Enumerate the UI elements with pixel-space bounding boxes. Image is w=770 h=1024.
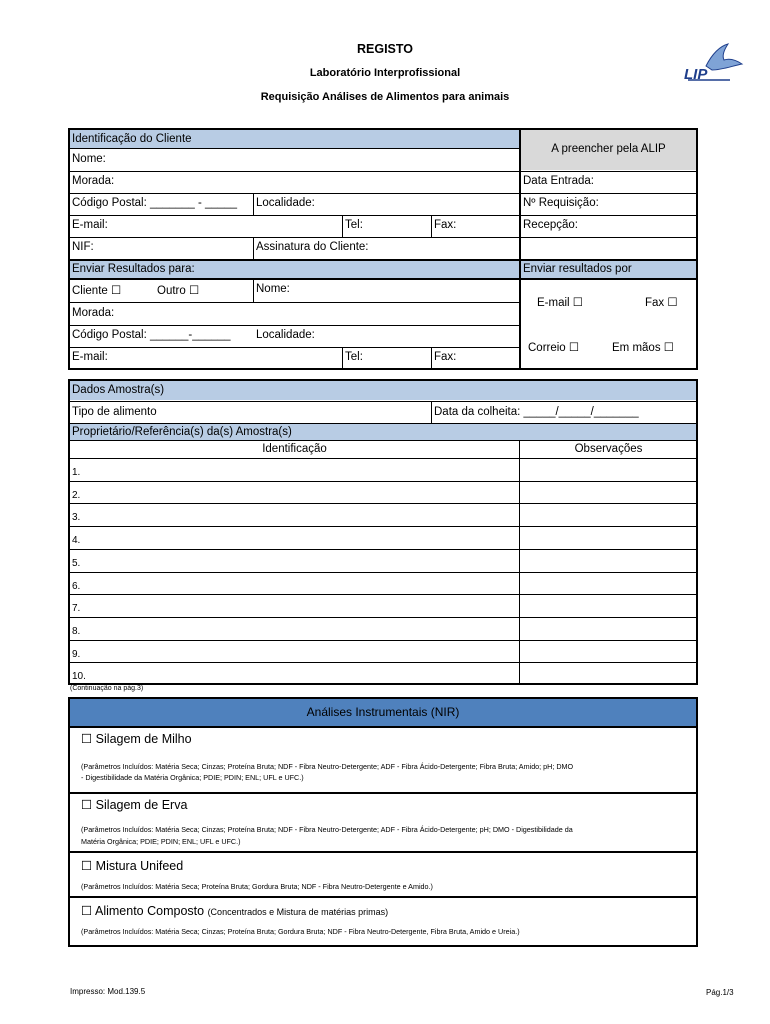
continuation-note: (Continuação na pág.3) — [70, 685, 144, 692]
proprietario-title: Proprietário/Referência(s) da(s) Amostra(s) — [69, 424, 697, 440]
send-by-email-checkbox[interactable]: E-mail ☐ — [537, 297, 584, 309]
divider — [69, 215, 697, 216]
col-observacoes: Observações — [574, 443, 643, 455]
results-codigo-postal-field[interactable]: Código Postal: ______-______ — [72, 329, 231, 341]
data-colheita-field[interactable]: Data da colheita: _____/_____/_______ — [434, 406, 639, 418]
printed-code: Impresso: Mod.139.5 — [70, 987, 146, 996]
nir-table-border — [68, 697, 698, 947]
nir-title: Análises Instrumentais (NIR) — [69, 699, 697, 726]
sample-row-identificacao[interactable]: 1. — [72, 467, 81, 478]
divider — [69, 896, 697, 898]
results-localidade-field[interactable]: Localidade: — [256, 329, 315, 341]
divider — [69, 347, 520, 348]
silagem-erva-checkbox[interactable]: ☐ Silagem de Erva — [81, 798, 188, 812]
sample-row-identificacao[interactable]: 7. — [72, 603, 81, 614]
sample-row-identificacao[interactable]: 5. — [72, 558, 81, 569]
divider — [69, 171, 697, 172]
client-table-border — [68, 128, 698, 370]
send-results-title: Enviar Resultados para: — [69, 260, 520, 278]
alip-data-entrada[interactable]: Data Entrada: — [523, 175, 594, 187]
sample-table-border — [68, 379, 698, 685]
client-codigo-postal-field[interactable]: Código Postal: _______ - _____ — [72, 197, 237, 209]
alip-n-requisicao[interactable]: Nº Requisição: — [523, 197, 599, 209]
page-title: REGISTO — [356, 42, 414, 56]
send-by-correio-checkbox[interactable]: Correio ☐ — [528, 342, 580, 354]
divider — [431, 401, 432, 423]
divider — [253, 193, 254, 215]
sample-row-identificacao[interactable]: 6. — [72, 581, 81, 592]
divider — [519, 440, 520, 684]
cliente-checkbox[interactable]: Cliente ☐ — [72, 285, 122, 297]
divider — [431, 215, 432, 237]
sample-row-identificacao[interactable]: 9. — [72, 649, 81, 660]
col-identificacao: Identificação — [262, 443, 327, 455]
outro-checkbox[interactable]: Outro ☐ — [157, 285, 200, 297]
sample-section-title: Dados Amostra(s) — [69, 381, 697, 400]
divider — [519, 129, 521, 369]
client-nome-field[interactable]: Nome: — [72, 153, 106, 165]
divider — [342, 215, 343, 237]
send-by-fax-checkbox[interactable]: Fax ☐ — [645, 297, 678, 309]
silagem-erva-params-1: (Parâmetros Incluídos: Matéria Seca; Cinzas; Proteína Bruta; NDF - Fibra Neutro-Detergente; ADF - Fibra Ácido-Detergente; pH; DMO - Digestibilidade da — [81, 825, 573, 834]
sample-row-identificacao[interactable]: 10. — [72, 671, 86, 682]
client-fax-field[interactable]: Fax: — [434, 219, 457, 231]
alimento-composto-note: (Concentrados e Mistura de matérias primas) — [207, 907, 389, 917]
divider — [69, 148, 520, 149]
client-morada-field[interactable]: Morada: — [72, 175, 115, 187]
divider — [431, 347, 432, 369]
lab-name: Laboratório Interprofissional — [309, 67, 461, 79]
sample-row-identificacao[interactable]: 8. — [72, 626, 81, 637]
divider — [69, 302, 520, 303]
results-tel-field[interactable]: Tel: — [345, 351, 363, 363]
form-subtitle: Requisição Análises de Alimentos para animais — [260, 91, 510, 103]
silagem-milho-params-1: (Parâmetros Incluídos: Matéria Seca; Cinzas; Proteína Bruta; NDF - Fibra Neutro-Detergente; ADF - Fibra Ácido-Detergente; Fibra Bruta; Amido; pH; DMO — [81, 762, 574, 771]
silagem-erva-params-2: Matéria Orgânica; PDIE; PDIN; ENL; UFL e UFC.) — [81, 837, 241, 846]
alip-recepcao[interactable]: Recepção: — [523, 219, 578, 231]
divider — [69, 423, 697, 424]
divider — [69, 851, 697, 853]
results-fax-field[interactable]: Fax: — [434, 351, 457, 363]
alimento-composto-params: (Parâmetros Incluídos: Matéria Seca; Cinzas; Proteína Bruta; Gordura Bruta; NDF - Fibra Neutro-Detergente, Fibra Bruta, Amido e Ureia.) — [81, 927, 520, 936]
sample-row-identificacao[interactable]: 3. — [72, 512, 81, 523]
sample-row-identificacao[interactable]: 4. — [72, 535, 81, 546]
divider — [69, 278, 697, 280]
client-nif-field[interactable]: NIF: — [72, 241, 94, 253]
lip-logo — [668, 40, 748, 88]
mistura-unifeed-checkbox[interactable]: ☐ Mistura Unifeed — [81, 859, 184, 873]
divider — [69, 792, 697, 794]
divider — [69, 193, 697, 194]
bird-logo-icon — [668, 40, 748, 88]
divider — [342, 347, 343, 369]
divider — [253, 279, 254, 302]
tipo-alimento-field[interactable]: Tipo de alimento — [72, 406, 157, 418]
client-section-title: Identificação do Cliente — [69, 130, 520, 148]
mistura-unifeed-params: (Parâmetros Incluídos: Matéria Seca; Proteína Bruta; Gordura Bruta; NDF - Fibra Neutro-Detergente e Amido.) — [81, 882, 433, 891]
silagem-milho-checkbox[interactable]: ☐ Silagem de Milho — [81, 732, 192, 746]
sample-row-identificacao[interactable]: 2. — [72, 490, 81, 501]
send-by-title: Enviar resultados por — [520, 260, 697, 278]
results-nome-field[interactable]: Nome: — [256, 283, 290, 295]
divider — [69, 401, 697, 402]
divider — [69, 726, 697, 728]
divider — [69, 259, 697, 261]
logo-text: LIP — [684, 66, 708, 83]
divider — [69, 237, 697, 238]
divider — [253, 237, 254, 259]
divider — [69, 440, 697, 441]
client-tel-field[interactable]: Tel: — [345, 219, 363, 231]
divider — [69, 325, 520, 326]
client-assinatura-field[interactable]: Assinatura do Cliente: — [256, 241, 369, 253]
client-email-field[interactable]: E-mail: — [72, 219, 108, 231]
silagem-milho-params-2: - Digestibilidade da Matéria Orgânica; PDIE; PDIN; ENL; UFL e UFC.) — [81, 773, 304, 782]
client-localidade-field[interactable]: Localidade: — [256, 197, 315, 209]
results-email-field[interactable]: E-mail: — [72, 351, 108, 363]
send-by-em-maos-checkbox[interactable]: Em mãos ☐ — [612, 342, 675, 354]
alimento-composto-label: ☐ Alimento Composto — [81, 904, 205, 918]
alip-header: A preencher pela ALIP — [520, 130, 697, 170]
page-number: Pág.1/3 — [706, 988, 734, 997]
results-morada-field[interactable]: Morada: — [72, 307, 115, 319]
